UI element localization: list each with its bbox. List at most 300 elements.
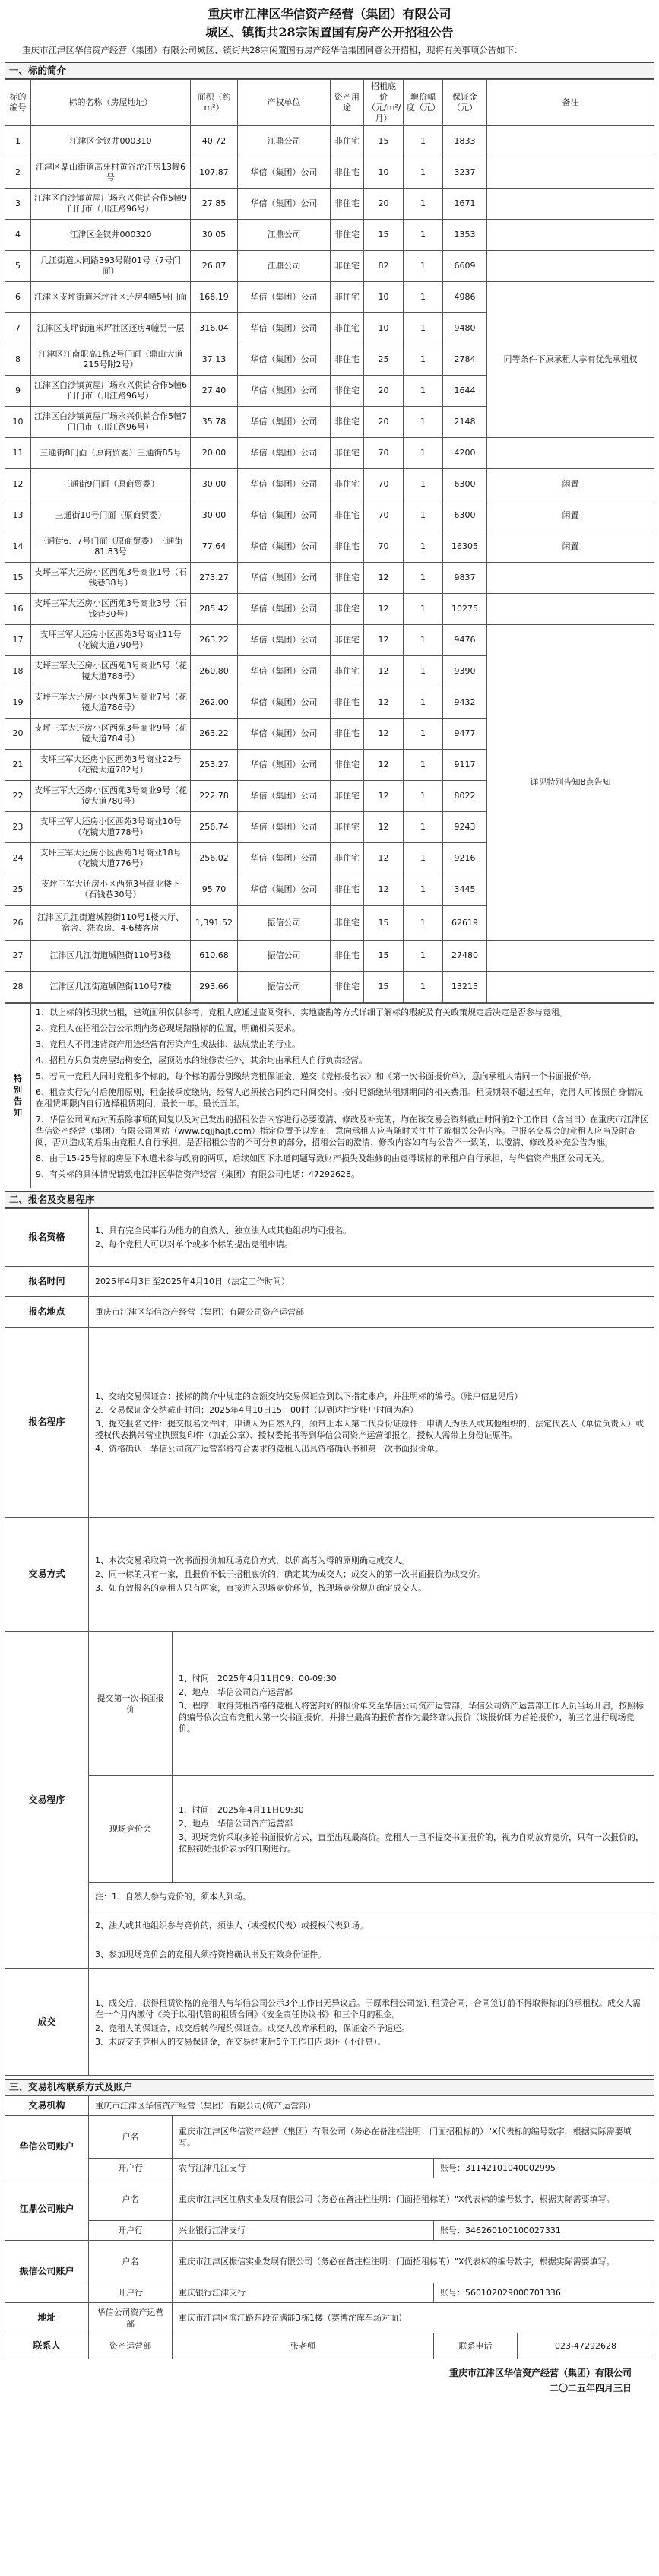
increment-cell: 1 (404, 781, 443, 812)
usage-cell: 非住宅 (331, 469, 364, 500)
live-bid-label: 现场竞价会 (89, 1776, 173, 1883)
mode-item: 3、如有效报名的竞租人只有两家，直接进入现场竞价环节，按现场竞价规则确定成交人。 (95, 1583, 426, 1593)
table-row (5, 251, 654, 282)
remark-cell (487, 941, 654, 972)
area-cell: 77.64 (191, 531, 238, 563)
deposit-cell: 9117 (443, 750, 487, 781)
account-1-name: 重庆市江津区华信资产经营（集团）有限公司（务必在备注栏注明：门面招租标的）"X代表标的编号数字，根据实际需要填写。 (173, 2116, 654, 2159)
owner-cell: 华信（集团）公司 (238, 812, 331, 843)
qualification-item: 2、每个竞租人可以对单个或多个标的提出竞租申请。 (95, 1239, 293, 1249)
usage-cell: 非住宅 (331, 719, 364, 750)
area-cell: 30.05 (191, 220, 238, 251)
deposit-cell: 1353 (443, 220, 487, 251)
phone-value: 023-47292628 (517, 2333, 654, 2359)
address-sub: 华信公司资产运营部 (89, 2303, 173, 2333)
table-row (5, 438, 654, 469)
id-cell: 4 (5, 220, 31, 251)
id-cell: 7 (5, 313, 31, 344)
address-cell: 江津区几江街道城隍街110号3楼 (31, 941, 191, 972)
id-cell: 14 (5, 531, 31, 563)
deal-label: 成交 (5, 1969, 89, 2076)
address-cell: 三通街9门面（原商贸委） (31, 469, 191, 500)
price-cell: 12 (364, 812, 404, 843)
deposit-cell: 9432 (443, 687, 487, 719)
area-cell: 26.87 (191, 251, 238, 282)
remark-cell (487, 972, 654, 1003)
usage-cell: 非住宅 (331, 531, 364, 563)
id-cell: 21 (5, 750, 31, 781)
owner-cell: 振信公司 (238, 972, 331, 1003)
usage-cell: 非住宅 (331, 189, 364, 220)
bank-label: 开户行 (89, 2283, 173, 2303)
section-3-title: 三、交易机构联系方式及账户 (5, 2079, 654, 2095)
owner-cell: 华信（集团）公司 (238, 656, 331, 687)
table-row (5, 500, 654, 531)
contact-table (5, 2095, 654, 2359)
price-cell: 70 (364, 500, 404, 531)
area-cell: 20.00 (191, 438, 238, 469)
increment-cell: 1 (404, 344, 443, 376)
increment-cell: 1 (404, 719, 443, 750)
deposit-cell: 9243 (443, 812, 487, 843)
usage-cell: 非住宅 (331, 126, 364, 157)
usage-cell: 非住宅 (331, 376, 364, 407)
table-header-row (5, 80, 654, 126)
remark-cell: 闲置 (487, 500, 654, 531)
account-name-label: 户名 (89, 2116, 173, 2159)
increment-cell: 1 (404, 941, 443, 972)
account-number-label: 账号： (439, 2288, 465, 2298)
area-cell: 610.68 (191, 941, 238, 972)
price-cell: 82 (364, 251, 404, 282)
column-header: 面积（约m²） (191, 80, 238, 126)
id-cell: 13 (5, 500, 31, 531)
id-cell: 24 (5, 843, 31, 874)
owner-cell: 华信（集团）公司 (238, 344, 331, 376)
address-cell: 江津区白沙镇黄屋厂场永兴供销合作5幢7门门市（川江路96号） (31, 407, 191, 438)
owner-cell: 华信（集团）公司 (238, 750, 331, 781)
id-cell: 16 (5, 594, 31, 625)
address-cell: 江津区支坪街道米坪社区还房4幢5号门面 (31, 282, 191, 313)
increment-cell: 1 (404, 531, 443, 563)
area-cell: 166.19 (191, 282, 238, 313)
document-footer (5, 2359, 654, 2396)
address-cell: 支坪三军大还房小区西苑3号商业11号（花镜大道790号） (31, 625, 191, 656)
owner-cell: 华信（集团）公司 (238, 407, 331, 438)
deposit-cell: 1671 (443, 189, 487, 220)
account-1-label: 华信公司账户 (5, 2116, 89, 2178)
price-cell: 15 (364, 941, 404, 972)
account-2-bank: 兴业银行江津支行 (173, 2221, 434, 2241)
usage-cell: 非住宅 (331, 500, 364, 531)
registration-time-label: 报名时间 (5, 1267, 89, 1297)
deal-text (89, 1969, 654, 2076)
id-cell: 23 (5, 812, 31, 843)
column-header: 增价幅度（元） (404, 80, 443, 126)
price-cell: 12 (364, 594, 404, 625)
table-row (5, 972, 654, 1003)
increment-cell: 1 (404, 563, 443, 594)
address-cell: 支坪三军大还房小区西苑3号商业3号（石钱巷30号） (31, 594, 191, 625)
first-bid-item: 1、时间：2025年4月11日09：00-09:30 (179, 1673, 337, 1683)
contact-name: 张老师 (173, 2333, 434, 2359)
account-3-number (433, 2283, 654, 2303)
area-cell: 285.42 (191, 594, 238, 625)
address-cell: 江津区白沙镇黄屋厂场永兴供销合作5幢9门门市（川江路96号） (31, 189, 191, 220)
intro-paragraph: 重庆市江津区华信资产经营（集团）有限公司城区、镇街共28宗闲置国有房产经华信集团同意公开招租，现将有关事项公告如下： (22, 45, 523, 56)
table-row (5, 941, 654, 972)
notice-item: 7、华信公司网站对所系除事项的回复以及对已发出的招租公告内容进行必要澄清、修改及补充的，均在该交易会资料截止时间前2个工作日（含当日）在重庆市江津区华信资产经营（集团）有限公司网站（www.cqjjhajt.com）指定位置予以发布，意向承租人应当随时关注并了解相关公告内容。已报名交易会的竞租人应当及时查阅，否则造成的后果由竞租人自行承担，是否招租公告的不可分割的部分，招租公告的澄清、修改内容如有与公告不一致的，以澄清、修改及补充公告为准。 (36, 1115, 648, 1147)
increment-cell: 1 (404, 906, 443, 941)
account-number-value: 346260100100027331 (464, 2225, 561, 2235)
trading-mode-label: 交易方式 (5, 1518, 89, 1632)
id-cell: 11 (5, 438, 31, 469)
area-cell: 107.87 (191, 157, 238, 189)
address-cell: 支坪三军大还房小区西苑3号商业10号（花镜大道778号） (31, 812, 191, 843)
qualification-text (89, 1209, 654, 1267)
special-notice-label: 特别告知 (5, 1004, 31, 1188)
id-cell: 9 (5, 376, 31, 407)
table-row (5, 189, 654, 220)
price-cell: 20 (364, 376, 404, 407)
price-cell: 10 (364, 313, 404, 344)
column-header: 产权单位 (238, 80, 331, 126)
remark-cell (487, 251, 654, 282)
deposit-cell: 27480 (443, 941, 487, 972)
id-cell: 25 (5, 874, 31, 906)
column-header: 备注 (487, 80, 654, 126)
price-cell: 12 (364, 687, 404, 719)
notice-item: 4、招租方只负责房屋结构安全，屋顶防水的维修责任外，其余均由承租人自行负责经营。 (36, 1055, 367, 1065)
column-header: 招租底价（元/m²/月） (364, 80, 404, 126)
bank-label: 开户行 (89, 2159, 173, 2178)
id-cell: 27 (5, 941, 31, 972)
id-cell: 6 (5, 282, 31, 313)
price-cell: 20 (364, 189, 404, 220)
increment-cell: 1 (404, 282, 443, 313)
live-bid-item: 2、地点：华信公司资产运营部 (179, 1818, 293, 1829)
price-cell: 12 (364, 781, 404, 812)
address-label: 地址 (5, 2303, 89, 2333)
agency-label: 交易机构 (5, 2096, 89, 2116)
usage-cell: 非住宅 (331, 941, 364, 972)
address-cell: 江津区金钗井000310 (31, 126, 191, 157)
deposit-cell: 2148 (443, 407, 487, 438)
notice-item: 2、竞租人在招租公告公示期内务必现场踏勘标的位置，明确相关要求。 (36, 1023, 300, 1033)
registration-procedure (89, 1328, 654, 1518)
usage-cell: 非住宅 (331, 157, 364, 189)
table-row (5, 469, 654, 500)
price-cell: 12 (364, 656, 404, 687)
owner-cell: 振信公司 (238, 941, 331, 972)
owner-cell: 华信（集团）公司 (238, 438, 331, 469)
phone-label: 联系电话 (433, 2333, 517, 2359)
registration-procedure-label: 报名程序 (5, 1328, 89, 1518)
area-cell: 27.40 (191, 376, 238, 407)
price-cell: 15 (364, 972, 404, 1003)
procedure-table (5, 1208, 654, 2076)
deal-item: 2、竞租人的保证金，成交后转作履约保证金。成交人放弃承租的，保证金不予退还。 (95, 2022, 410, 2033)
address-cell: 江津区几江街道城隍街110号1楼大厅、宿舍、洗衣房、4-6楼客房 (31, 906, 191, 941)
deal-item: 3、未成交的竞租人的交易保证金，在交易结束后5个工作日内退还（不计息）。 (95, 2036, 386, 2047)
id-cell: 1 (5, 126, 31, 157)
procedure-item: 4、资格确认：华信公司资产运营部将符合要求的竞租人出具资格确认书和第一次书面报价单。 (95, 1443, 443, 1454)
section-1-title: 一、标的简介 (5, 62, 654, 79)
account-number-label: 账号： (439, 2225, 465, 2235)
account-number-value: 31142101040002995 (464, 2163, 556, 2173)
deal-item: 1、成交后，获得租赁资格的竞租人与华信公司公示3个工作日无异议后。于原承租公司签订租赁合同，合同签订前不得取得标的的承租权。成交人需在一个月内缴付《关于以租代管的租赁合同》《安全责任协议书》和三个月的租金。 (95, 1997, 641, 2019)
address-cell: 三通街10号门面（原商贸委） (31, 500, 191, 531)
deposit-cell: 13215 (443, 972, 487, 1003)
id-cell: 2 (5, 157, 31, 189)
price-cell: 10 (364, 282, 404, 313)
deposit-cell: 16305 (443, 531, 487, 563)
table-row (5, 157, 654, 189)
increment-cell: 1 (404, 251, 443, 282)
id-cell: 17 (5, 625, 31, 656)
bid-note: 注：1、自然人参与竞价的，须本人到场。 (89, 1883, 654, 1911)
usage-cell: 非住宅 (331, 438, 364, 469)
account-2-number (433, 2221, 654, 2241)
owner-cell: 华信（集团）公司 (238, 531, 331, 563)
table-row (5, 282, 654, 313)
deposit-cell: 9477 (443, 719, 487, 750)
footer-date: 二〇二五年四月三日 (549, 2383, 632, 2394)
address-cell: 三通街8门面（原商贸委）三通街85号 (31, 438, 191, 469)
usage-cell: 非住宅 (331, 812, 364, 843)
price-cell: 15 (364, 220, 404, 251)
area-cell: 256.74 (191, 812, 238, 843)
registration-place: 重庆市江津区华信资产经营（集团）有限公司资产运营部 (89, 1297, 654, 1328)
live-bid-text (173, 1776, 654, 1883)
address-cell: 江津区几江街道城隍街110号7楼 (31, 972, 191, 1003)
account-name-label: 户名 (89, 2178, 173, 2221)
increment-cell: 1 (404, 625, 443, 656)
area-cell: 256.02 (191, 843, 238, 874)
notice-item: 9、有关标的具体情况请致电江津区华信资产经营（集团）有限公司电话：47292628。 (36, 1169, 360, 1179)
usage-cell: 非住宅 (331, 874, 364, 906)
deposit-cell: 6609 (443, 251, 487, 282)
increment-cell: 1 (404, 656, 443, 687)
owner-cell: 江鼎公司 (238, 126, 331, 157)
owner-cell: 华信（集团）公司 (238, 313, 331, 344)
increment-cell: 1 (404, 500, 443, 531)
owner-cell: 江鼎公司 (238, 220, 331, 251)
address-value: 重庆市江津区滨江路东段充满能3栋1楼（赛博沱库车场对面） (173, 2303, 654, 2333)
header-line-1: 重庆市江津区华信资产经营（集团）有限公司 (208, 7, 451, 21)
increment-cell: 1 (404, 812, 443, 843)
owner-cell: 振信公司 (238, 906, 331, 941)
live-bid-item: 1、时间：2025年4月11日09:30 (179, 1804, 304, 1815)
usage-cell: 非住宅 (331, 407, 364, 438)
deposit-cell: 9480 (443, 313, 487, 344)
price-cell: 15 (364, 906, 404, 941)
procedure-item: 2、交易保证金交纳截止时间：2025年4月10日15：00时（以到达指定账户时间为准） (95, 1404, 418, 1415)
id-cell: 19 (5, 687, 31, 719)
increment-cell: 1 (404, 220, 443, 251)
procedure-item: 3、提交报名文件：提交报名文件时，申请人为自然人的，须带上本人第二代身份证原件；申请人为法人或其他组织的，法定代表人（单位负责人）或授权代表携带营业执照复印件（加盖公章）、授权委托书等到华信公司资产运营部报名，授权人需带上身份证原件。 (95, 1418, 644, 1440)
address-cell: 支坪三军大还房小区西苑3号商业18号（花镜大道776号） (31, 843, 191, 874)
price-cell: 15 (364, 126, 404, 157)
area-cell: 95.70 (191, 874, 238, 906)
increment-cell: 1 (404, 469, 443, 500)
area-cell: 253.27 (191, 750, 238, 781)
procedure-item: 1、交纳交易保证金：按标的简介中规定的金额交纳交易保证金到以下指定账户，并注明标的编号。（账户信息见后） (95, 1391, 523, 1401)
remark-cell (487, 438, 654, 469)
usage-cell: 非住宅 (331, 906, 364, 941)
id-cell: 28 (5, 972, 31, 1003)
area-cell: 30.00 (191, 500, 238, 531)
deposit-cell: 1833 (443, 126, 487, 157)
remark-cell (487, 220, 654, 251)
table-row (5, 126, 654, 157)
qualification-label: 报名资格 (5, 1209, 89, 1267)
increment-cell: 1 (404, 407, 443, 438)
owner-cell: 华信（集团）公司 (238, 469, 331, 500)
deposit-cell: 9216 (443, 843, 487, 874)
area-cell: 27.85 (191, 189, 238, 220)
id-cell: 3 (5, 189, 31, 220)
area-cell: 35.78 (191, 407, 238, 438)
id-cell: 8 (5, 344, 31, 376)
id-cell: 20 (5, 719, 31, 750)
price-cell: 12 (364, 625, 404, 656)
table-row (5, 625, 654, 656)
area-cell: 222.78 (191, 781, 238, 812)
qualification-item: 1、具有完全民事行为能力的自然人、独立法人或其他组织均可报名。 (95, 1226, 351, 1236)
deposit-cell: 6300 (443, 469, 487, 500)
increment-cell: 1 (404, 126, 443, 157)
first-bid-text (173, 1632, 654, 1776)
price-cell: 12 (364, 843, 404, 874)
trading-mode (89, 1518, 654, 1632)
increment-cell: 1 (404, 972, 443, 1003)
owner-cell: 华信（集团）公司 (238, 157, 331, 189)
registration-place-label: 报名地点 (5, 1297, 89, 1328)
account-1-bank: 农行江津几江支行 (173, 2159, 434, 2178)
table-row (5, 563, 654, 594)
trading-flow-label: 交易程序 (5, 1632, 89, 1969)
remark-cell: 同等条件下原承租人享有优先承租权 (487, 282, 654, 438)
area-cell: 37.13 (191, 344, 238, 376)
usage-cell: 非住宅 (331, 656, 364, 687)
usage-cell: 非住宅 (331, 843, 364, 874)
notice-item: 1、以上标的按现状出租，建筑面积仅供参考，竞租人应通过查阅资料、实地查勘等方式详细了解标的瑕疵及有关政策规定后决定是否参与竞租。 (36, 1007, 568, 1017)
notice-item: 6、租金实行先付后使用原则，租金按季度缴纳，经营人必须按合同约定时间交付。按时足额缴纳租期期间的相关费用。租赁期限不超过五年，竞得人可按照自身情况在租赁期限内自行选择租赁期间，最长一年。最长五年。 (36, 1087, 643, 1109)
owner-cell: 华信（集团）公司 (238, 282, 331, 313)
account-2-label: 江鼎公司账户 (5, 2178, 89, 2241)
id-cell: 10 (5, 407, 31, 438)
area-cell: 263.22 (191, 625, 238, 656)
notice-item: 5、若同一竞租人同时竞租多个标的，每个标的需分别缴纳竞租保证金，递交《竞标报名表》和《第一次书面报价单》，意向承租人请同一个书面报价单。 (36, 1071, 597, 1081)
usage-cell: 非住宅 (331, 251, 364, 282)
live-bid-item: 3、现场竞价采取多轮书面报价方式，直至出现最高价。竞租人一旦不提交书面报价的，视为自动放弃竞价，只有一次报价的，按照初始报价表示的日期进行。 (179, 1832, 644, 1854)
footer-org: 重庆市江津区华信资产经营（集团）有限公司 (448, 2368, 632, 2378)
address-cell: 江津区支坪街道米坪社区还房4幢另一层 (31, 313, 191, 344)
address-cell: 支坪三军大还房小区西苑3号商业9号（花镜大道780号） (31, 781, 191, 812)
usage-cell: 非住宅 (331, 972, 364, 1003)
document-header (5, 6, 654, 41)
increment-cell: 1 (404, 687, 443, 719)
owner-cell: 华信（集团）公司 (238, 376, 331, 407)
notice-item: 8、由于15-25号标的房屋下水道未参与政府的两项，后续如因下水道问题导致财产损失及维修的由竞得该标的承租户自行承担，与华信资产集团公司无关。 (36, 1153, 609, 1163)
header-line-2: 城区、镇街共28宗闲置国有房产公开招租公告 (205, 25, 454, 40)
price-cell: 12 (364, 874, 404, 906)
deposit-cell: 1644 (443, 376, 487, 407)
address-cell: 支坪三军大还房小区西苑3号商业1号（石钱巷38号） (31, 563, 191, 594)
increment-cell: 1 (404, 376, 443, 407)
address-cell: 几江街道大同路393号附01号（7号门面） (31, 251, 191, 282)
account-3-name: 重庆市江津区振信实业发展有限公司（务必在备注栏注明：门面招租标的）"X代表标的编号数字，根据实际需要填写。 (173, 2241, 654, 2283)
registration-time: 2025年4月3日至2025年4月10日（法定工作时间） (89, 1267, 654, 1297)
increment-cell: 1 (404, 189, 443, 220)
contact-dept: 资产运营部 (89, 2333, 173, 2359)
special-notice-body (31, 1004, 654, 1188)
account-2-name: 重庆市江津区江鼎实业发展有限公司（务必在备注栏注明：门面招租标的）"X代表标的编号数字，根据实际需要填写。 (173, 2178, 654, 2221)
deposit-cell: 6300 (443, 500, 487, 531)
deposit-cell: 4200 (443, 438, 487, 469)
address-cell: 支坪三军大还房小区西苑3号商业楼下（石钱巷30号） (31, 874, 191, 906)
remark-cell: 闲置 (487, 531, 654, 563)
owner-cell: 华信（集团）公司 (238, 843, 331, 874)
mode-item: 2、同一标的只有一家，且报价不低于招租底价的，确定其为成交人；成交人的第一次书面报价为成交价。 (95, 1569, 485, 1579)
notice-item: 3、竞租人不得违背资产用途经营有污染产生或法律、法规禁止的行业。 (36, 1039, 300, 1049)
bank-label: 开户行 (89, 2221, 173, 2241)
deposit-cell: 8022 (443, 781, 487, 812)
usage-cell: 非住宅 (331, 563, 364, 594)
account-number-label: 账号： (439, 2163, 465, 2173)
remark-cell (487, 563, 654, 594)
price-cell: 12 (364, 563, 404, 594)
owner-cell: 华信（集团）公司 (238, 781, 331, 812)
first-bid-item: 3、程序：取得竞租资格的竞租人将密封好的报价单交至华信公司资产运营部，华信公司资产运营部工作人员当场开启，按照标的编号依次宣布竞租人第一次书面报价，并排出最高的报价者作为最终确认报价（该报价即为首轮报价），前三名进行现场竞价。 (179, 1701, 644, 1734)
account-3-label: 振信公司账户 (5, 2241, 89, 2303)
area-cell: 293.66 (191, 972, 238, 1003)
deposit-cell: 3445 (443, 874, 487, 906)
usage-cell: 非住宅 (331, 282, 364, 313)
area-cell: 263.22 (191, 719, 238, 750)
address-cell: 江津区江南职高1栋2号门面（鼎山大道215号附2号） (31, 344, 191, 376)
usage-cell: 非住宅 (331, 781, 364, 812)
price-cell: 10 (364, 157, 404, 189)
address-cell: 支坪三军大还房小区西苑3号商业9号（花镜大道784号） (31, 719, 191, 750)
id-cell: 15 (5, 563, 31, 594)
id-cell: 22 (5, 781, 31, 812)
area-cell: 260.80 (191, 656, 238, 687)
remark-cell: 闲置 (487, 469, 654, 500)
deposit-cell: 2784 (443, 344, 487, 376)
deposit-cell: 3237 (443, 157, 487, 189)
table-row (5, 531, 654, 563)
usage-cell: 非住宅 (331, 594, 364, 625)
special-notice (5, 1003, 654, 1188)
account-1-number (433, 2159, 654, 2178)
remark-cell (487, 126, 654, 157)
column-header: 标的编号 (5, 80, 31, 126)
area-cell: 316.04 (191, 313, 238, 344)
table-row (5, 220, 654, 251)
price-cell: 25 (364, 344, 404, 376)
table-row (5, 594, 654, 625)
id-cell: 12 (5, 469, 31, 500)
id-cell: 18 (5, 656, 31, 687)
area-cell: 262.00 (191, 687, 238, 719)
owner-cell: 华信（集团）公司 (238, 189, 331, 220)
increment-cell: 1 (404, 313, 443, 344)
price-cell: 12 (364, 719, 404, 750)
price-cell: 20 (364, 407, 404, 438)
first-bid-item: 2、地点：华信公司资产运营部 (179, 1687, 293, 1697)
